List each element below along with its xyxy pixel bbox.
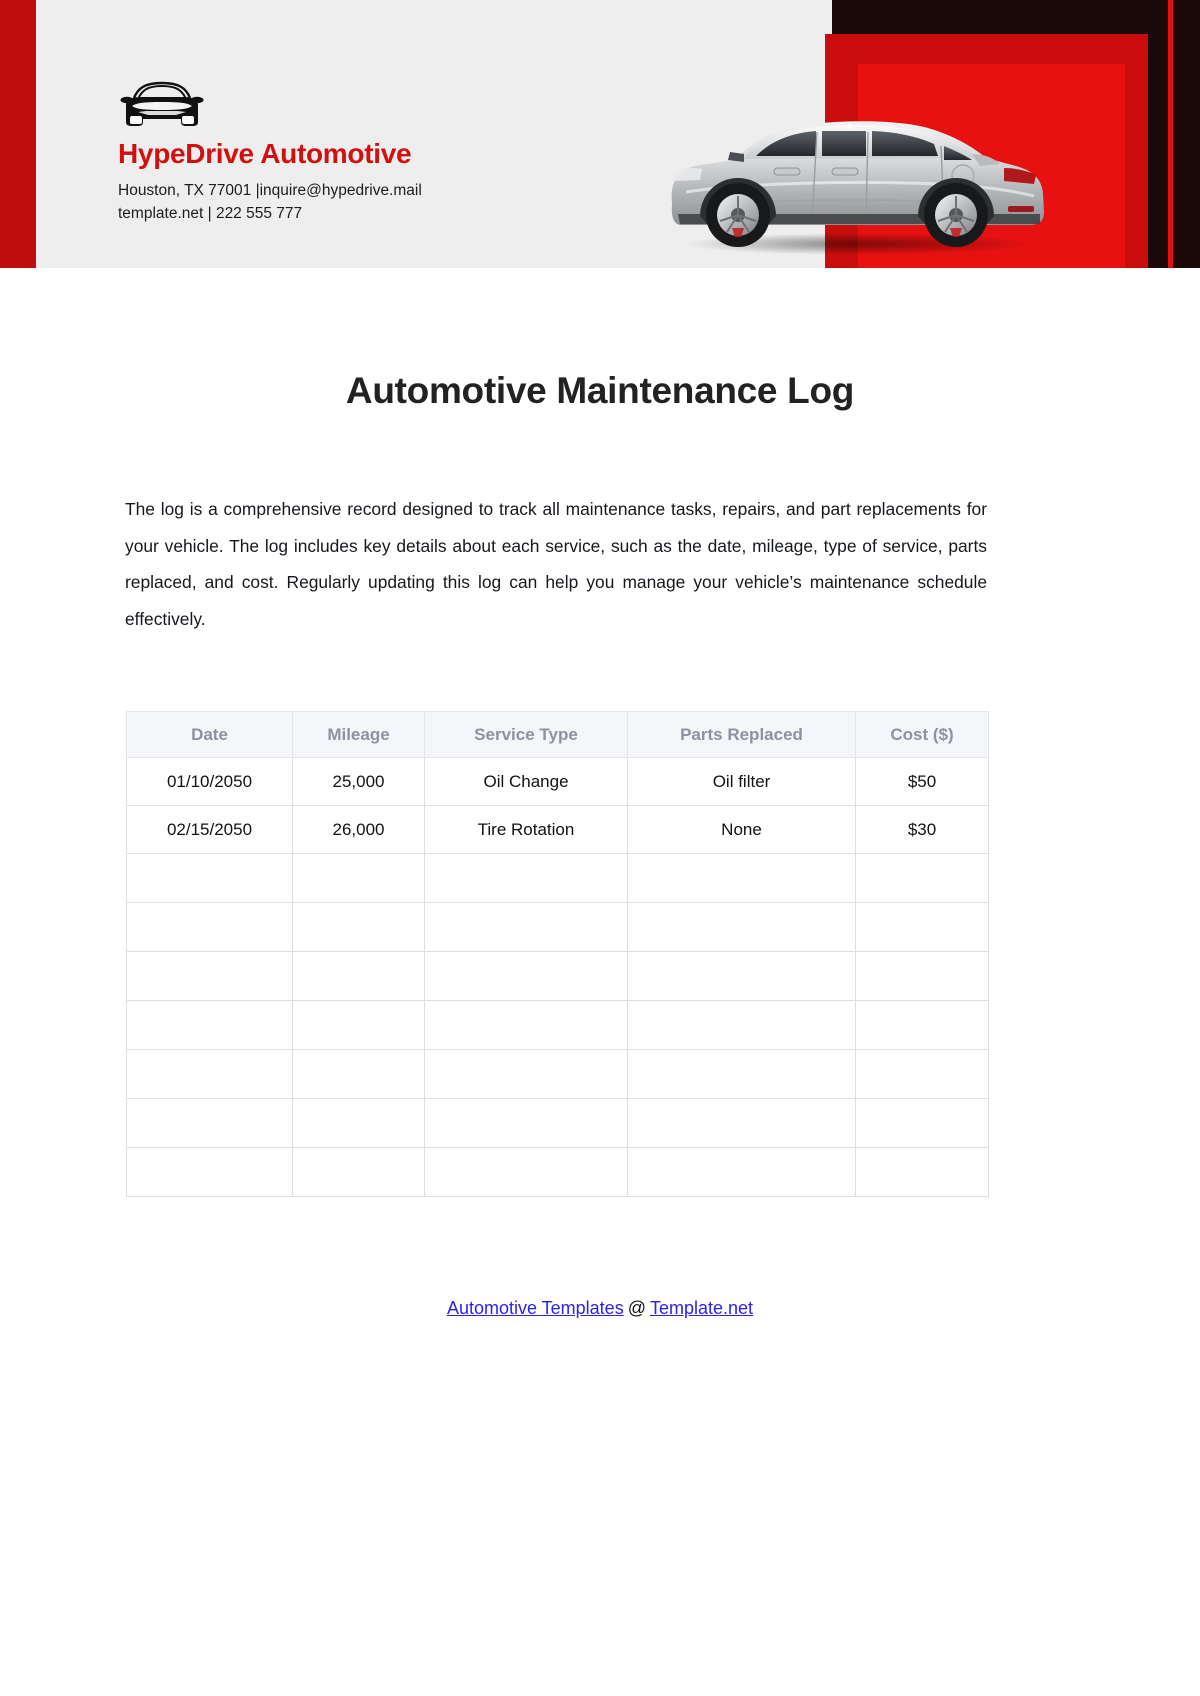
template-net-link[interactable]: Template.net (649, 1298, 754, 1318)
cell-parts-replaced[interactable]: Oil filter (628, 758, 856, 806)
contact-line-2: template.net | 222 555 777 (118, 205, 303, 223)
cell-empty[interactable] (856, 952, 989, 1001)
cell-empty[interactable] (856, 903, 989, 952)
cell-empty[interactable] (293, 952, 425, 1001)
cell-empty[interactable] (127, 903, 293, 952)
cell-cost[interactable]: $50 (856, 758, 989, 806)
cell-empty[interactable] (628, 952, 856, 1001)
cell-empty[interactable] (856, 854, 989, 903)
header-left-red-stripe (0, 0, 36, 268)
cell-empty[interactable] (127, 1001, 293, 1050)
cell-empty[interactable] (293, 1148, 425, 1197)
brand-block (118, 78, 718, 226)
table-row[interactable] (127, 1050, 989, 1099)
cell-empty[interactable] (293, 1001, 425, 1050)
cell-empty[interactable] (425, 854, 628, 903)
cell-empty[interactable] (127, 1099, 293, 1148)
intro-paragraph: The log is a comprehensive record designed to track all maintenance tasks, repairs, and part replacements for your vehicle. The log includes key details about each service, such as the date, mileage, type of service, parts replaced, and cost. Regularly updating this log can help you manage your vehicle’s maintenance schedule effectively. (125, 499, 987, 630)
cell-empty[interactable] (856, 1001, 989, 1050)
table-row[interactable] (127, 1001, 989, 1050)
cell-empty[interactable] (127, 854, 293, 903)
cell-mileage[interactable]: 25,000 (293, 758, 425, 806)
cell-date[interactable]: 02/15/2050 (127, 806, 293, 854)
column-header-mileage: Mileage (293, 712, 425, 758)
cell-empty[interactable] (628, 1099, 856, 1148)
footer-attribution (0, 1298, 1200, 1319)
table-row[interactable] (127, 1148, 989, 1197)
cell-empty[interactable] (293, 854, 425, 903)
cell-empty[interactable] (856, 1148, 989, 1197)
header-red-accent-line (1168, 0, 1173, 268)
contact-line-1: Houston, TX 77001 |inquire@hypedrive.mail (118, 181, 422, 199)
cell-empty[interactable] (425, 1099, 628, 1148)
cell-empty[interactable] (856, 1099, 989, 1148)
table-row[interactable] (127, 758, 989, 806)
page-title: Automotive Maintenance Log (345, 370, 855, 411)
cell-empty[interactable] (856, 1050, 989, 1099)
cell-empty[interactable] (293, 1050, 425, 1099)
cell-empty[interactable] (127, 1050, 293, 1099)
suv-vehicle-image (660, 88, 1060, 258)
cell-empty[interactable] (425, 952, 628, 1001)
maintenance-log-table (126, 711, 989, 1197)
cell-empty[interactable] (425, 1148, 628, 1197)
column-header-cost: Cost ($) (856, 712, 989, 758)
automotive-templates-link[interactable]: Automotive Templates (446, 1298, 624, 1318)
column-header-service-type: Service Type (425, 712, 628, 758)
document-header (0, 0, 1200, 268)
table-row[interactable] (127, 806, 989, 854)
brand-name: HypeDrive Automotive (118, 138, 412, 169)
table-row[interactable] (127, 952, 989, 1001)
cell-service-type[interactable]: Oil Change (425, 758, 628, 806)
cell-empty[interactable] (628, 1050, 856, 1099)
cell-empty[interactable] (628, 1001, 856, 1050)
cell-cost[interactable]: $30 (856, 806, 989, 854)
cell-service-type[interactable]: Tire Rotation (425, 806, 628, 854)
car-front-icon (118, 78, 206, 130)
cell-date[interactable]: 01/10/2050 (127, 758, 293, 806)
table-header-row (127, 712, 989, 758)
cell-empty[interactable] (127, 952, 293, 1001)
cell-empty[interactable] (425, 903, 628, 952)
table-empty-rows (127, 854, 989, 1197)
table-row[interactable] (127, 854, 989, 903)
table-row[interactable] (127, 903, 989, 952)
column-header-parts-replaced: Parts Replaced (628, 712, 856, 758)
cell-empty[interactable] (293, 1099, 425, 1148)
cell-empty[interactable] (628, 903, 856, 952)
cell-empty[interactable] (628, 854, 856, 903)
cell-empty[interactable] (127, 1148, 293, 1197)
cell-parts-replaced[interactable]: None (628, 806, 856, 854)
cell-empty[interactable] (628, 1148, 856, 1197)
cell-mileage[interactable]: 26,000 (293, 806, 425, 854)
cell-empty[interactable] (425, 1050, 628, 1099)
table-body (127, 758, 989, 854)
table-row[interactable] (127, 1099, 989, 1148)
cell-empty[interactable] (293, 903, 425, 952)
brand-contact (118, 179, 718, 226)
column-header-date: Date (127, 712, 293, 758)
footer-separator: @ (627, 1298, 646, 1318)
cell-empty[interactable] (425, 1001, 628, 1050)
